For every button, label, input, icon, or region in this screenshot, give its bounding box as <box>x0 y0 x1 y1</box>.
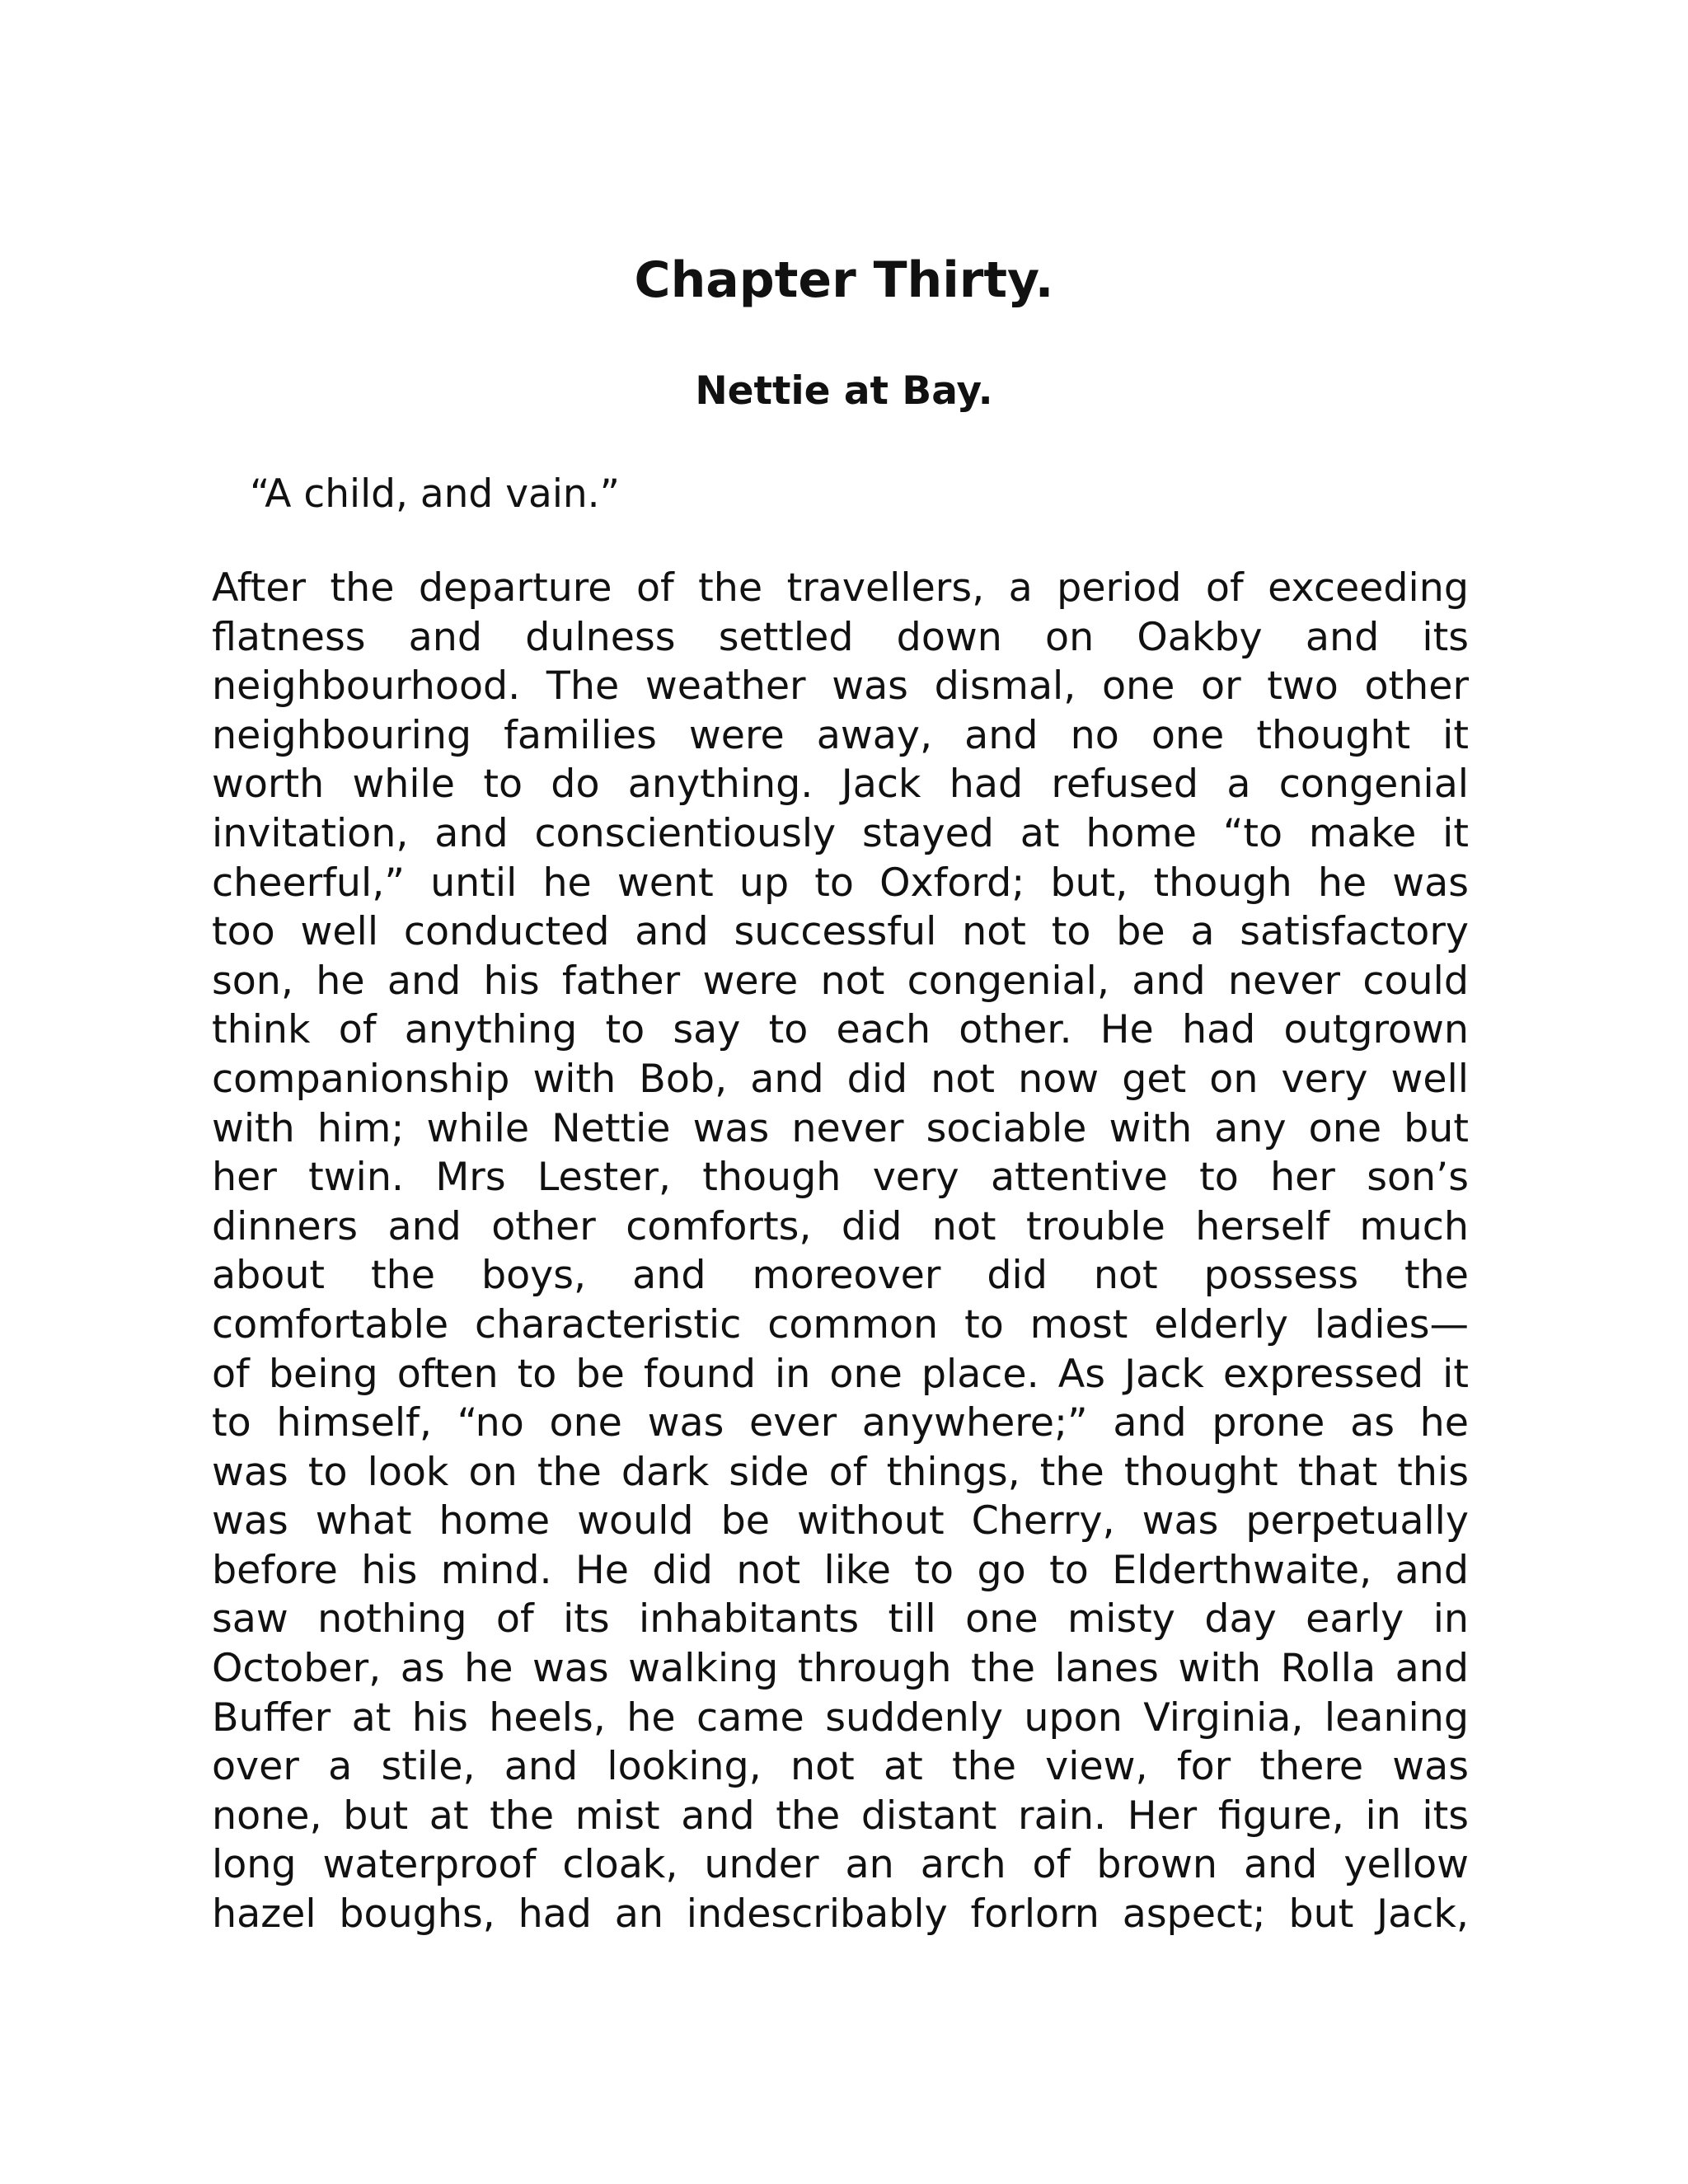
text-line: Buffer at his heels, he came suddenly upon Virginia, leaning <box>212 1694 1469 1741</box>
text-line: dinners and other comforts, did not trouble herself much <box>212 1203 1469 1249</box>
text-line: saw nothing of its inhabitants till one misty day early in <box>212 1596 1469 1643</box>
text-line: worth while to do anything. Jack had refused a congenial <box>212 762 1469 808</box>
text-line: with him; while Nettie was never sociable with any one but <box>212 1105 1469 1151</box>
text-line: neighbouring families were away, and no one thought it <box>212 712 1469 758</box>
text-line: of being often to be found in one place. As Jack expressed it <box>212 1351 1469 1397</box>
epigraph: “A child, and vain.” <box>250 471 620 517</box>
text-line: invitation, and conscientiously stayed at home “to make it <box>212 810 1469 856</box>
text-line: hazel boughs, had an indescribably forlorn aspect; but Jack, <box>212 1891 1469 1938</box>
text-line: was to look on the dark side of things, the thought that this <box>212 1449 1469 1495</box>
text-line: October, as he was walking through the lanes with Rolla and <box>212 1646 1469 1692</box>
text-line: about the boys, and moreover did not possess the <box>212 1253 1469 1299</box>
text-line: companionship with Bob, and did not now get on very well <box>212 1056 1469 1102</box>
chapter-subtitle: Nettie at Bay. <box>695 368 993 414</box>
text-line: before his mind. He did not like to go to Elderthwaite, and <box>212 1547 1469 1593</box>
text-line: flatness and dulness settled down on Oakby and its <box>212 614 1469 660</box>
text-line: too well conducted and successful not to be a satisfactory <box>212 909 1469 955</box>
text-line: comfortable characteristic common to most elderly ladies— <box>212 1301 1469 1347</box>
text-line: her twin. Mrs Lester, though very attentive to her son’s <box>212 1155 1469 1201</box>
text-line: long waterproof cloak, under an arch of brown and yellow <box>212 1842 1469 1888</box>
chapter-title: Chapter Thirty. <box>634 251 1054 309</box>
text-line: was what home would be without Cherry, was perpetually <box>212 1498 1469 1544</box>
text-line: over a stile, and looking, not at the view, for there was <box>212 1744 1469 1790</box>
text-line: After the departure of the travellers, a period of exceeding <box>212 565 1469 611</box>
text-line: to himself, “no one was ever anywhere;” and prone as he <box>212 1400 1469 1446</box>
body-paragraph <box>212 564 1469 1939</box>
text-line: neighbourhood. The weather was dismal, one or two other <box>212 663 1469 710</box>
text-line: think of anything to say to each other. He had outgrown <box>212 1007 1469 1053</box>
text-line: cheerful,” until he went up to Oxford; but, though he was <box>212 860 1469 906</box>
text-line: none, but at the mist and the distant rain. Her figure, in its <box>212 1793 1469 1839</box>
text-line: son, he and his father were not congenial, and never could <box>212 958 1469 1004</box>
